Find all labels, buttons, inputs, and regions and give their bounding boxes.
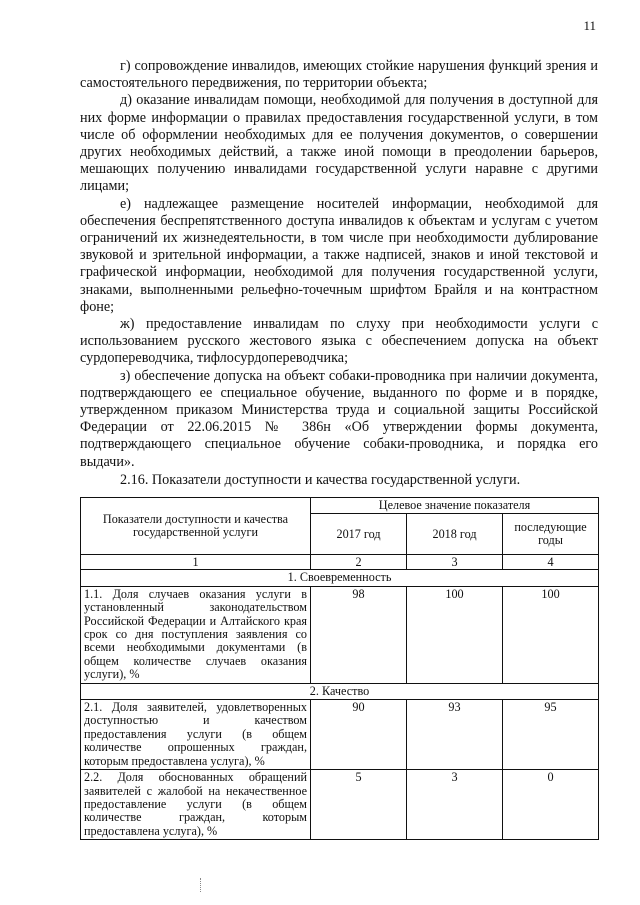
year-header-2017: 2017 год (311, 514, 407, 555)
target-header: Целевое значение показателя (311, 498, 599, 514)
column-numbers-row (81, 555, 599, 570)
value-2017: 5 (311, 770, 407, 840)
value-2018: 3 (407, 770, 503, 840)
table-header-row (81, 498, 599, 514)
scan-artifact-mark (200, 878, 203, 892)
column-number: 3 (407, 555, 503, 570)
value-subsequent: 100 (503, 586, 599, 683)
section-heading: 2.16. Показатели доступности и качества государственной услуги. (120, 471, 521, 488)
table-row (81, 586, 599, 683)
value-2017: 90 (311, 700, 407, 770)
group-row-quality (81, 683, 599, 699)
year-header-subsequent: последующие годы (503, 514, 599, 555)
group-title: 1. Своевременность (81, 570, 599, 586)
paragraph-z: з) обеспечение допуска на объект собаки-проводника при наличии документа, подтверждающего ее специальное обучение, выданного по форме и в порядке, утвержденном приказом Министерства труда и социальной защиты Российской Федерации от 22.06.2015 № 386н «Об утверждении формы документа, подтверждающего специальное обучение собаки-проводника, и порядка его выдачи». (80, 367, 598, 470)
paragraph-zh: ж) предоставление инвалидам по слуху при необходимости услуги с использованием русского жестового языка с обеспечением допуска на объект сурдопереводчика, тифлосурдопереводчика; (80, 316, 598, 367)
paragraph-g: г) сопровождение инвалидов, имеющих стойкие нарушения функций зрения и самостоятельного передвижения, по территории объекта; (80, 58, 598, 92)
indicator-name: 2.1. Доля заявителей, удовлетворенных доступностью и качеством предоставления услуги (в общем количестве опрошенных граждан, которым предоставлена услуга), % (81, 700, 311, 770)
indicator-name: 1.1. Доля случаев оказания услуги в установленный законодательством Российской Федерации и Алтайского края срок со дня поступления заявления со всеми необходимыми документами (в общем количестве случаев оказания услуги), % (81, 586, 311, 683)
year-header-2018: 2018 год (407, 514, 503, 555)
table-row (81, 700, 599, 770)
value-2018: 100 (407, 586, 503, 683)
page-number: 11 (583, 18, 596, 33)
column-number: 1 (81, 555, 311, 570)
table-row (81, 770, 599, 840)
body-text (80, 58, 598, 489)
value-2017: 98 (311, 586, 407, 683)
col1-header: Показатели доступности и качества государственной услуги (81, 498, 311, 555)
group-row-timeliness (81, 570, 599, 586)
value-subsequent: 95 (503, 700, 599, 770)
paragraph-d: д) оказание инвалидам помощи, необходимой для получения в доступной для них форме информации о правилах предоставления государственной услуги, в том числе об оформлении необходимых для ее получения документов, о совершении других необходимых действий, а также иной помощи в преодолении барьеров, мешающих получению инвалидами государственной услуги наравне с другими лицами; (80, 92, 598, 195)
value-subsequent: 0 (503, 770, 599, 840)
paragraph-e: е) надлежащее размещение носителей информации, необходимой для обеспечения беспрепятственного доступа инвалидов к объектам и услугам с учетом ограничений их жизнедеятельности, в том числе при необходимости дублирование звуковой и зрительной информации, а также надписей, знаков и иной текстовой и графической информации, необходимой для получения государственной услуги, знаками, выполненными рельефно-точечным шрифтом Брайля и на контрастном фоне; (80, 195, 598, 315)
column-number: 4 (503, 555, 599, 570)
indicators-table (80, 497, 599, 840)
value-2018: 93 (407, 700, 503, 770)
indicator-name: 2.2. Доля обоснованных обращений заявителей с жалобой на некачественное предоставление услуги (в общем количестве граждан, которым предоставлена услуга), % (81, 770, 311, 840)
column-number: 2 (311, 555, 407, 570)
group-title: 2. Качество (81, 683, 599, 699)
